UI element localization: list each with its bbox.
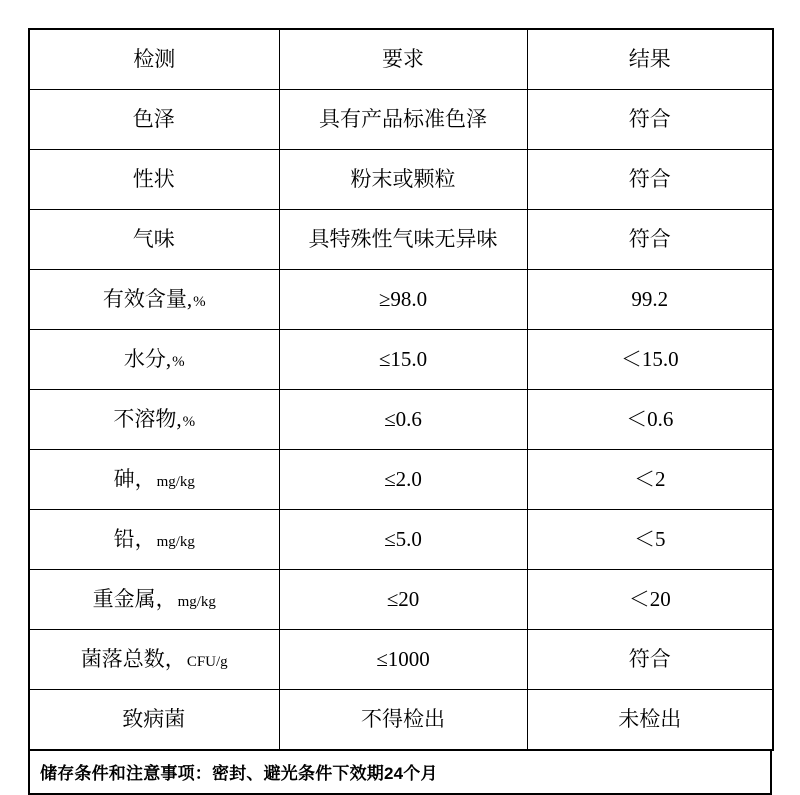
row-name-cell	[29, 690, 279, 751]
row-name-cell	[29, 510, 279, 570]
row-name-cell	[29, 150, 279, 210]
row-requirement: ≤15.0	[279, 330, 527, 390]
row-unit: %	[182, 414, 196, 431]
row-unit: mg/kg	[177, 594, 216, 611]
row-name-cell	[29, 630, 279, 690]
row-result: 符合	[527, 150, 773, 210]
row-unit: CFU/g	[186, 654, 228, 671]
row-name-cell	[29, 330, 279, 390]
row-result: ＜5	[527, 510, 773, 570]
row-unit: mg/kg	[156, 474, 195, 491]
row-name-cell	[29, 450, 279, 510]
table-row	[29, 150, 773, 210]
table-row	[29, 330, 773, 390]
row-requirement: ≤0.6	[279, 390, 527, 450]
row-name-cell	[29, 90, 279, 150]
row-requirement: ≤5.0	[279, 510, 527, 570]
table-row	[29, 690, 773, 751]
row-name: 气味	[132, 227, 175, 252]
row-requirement: 不得检出	[279, 690, 527, 751]
row-name: 铅，	[113, 527, 156, 552]
row-unit: %	[172, 354, 185, 371]
table-row	[29, 90, 773, 150]
row-name-cell	[29, 390, 279, 450]
row-name: 菌落总数，	[80, 647, 186, 672]
row-name: 砷，	[113, 467, 156, 492]
row-name-cell	[29, 570, 279, 630]
row-result: 99.2	[527, 270, 773, 330]
row-requirement: 粉末或颗粒	[279, 150, 527, 210]
row-result: ＜15.0	[527, 330, 773, 390]
row-requirement: ≤1000	[279, 630, 527, 690]
row-name: 色泽	[132, 107, 175, 132]
table-body	[29, 29, 773, 750]
row-requirement: ≤20	[279, 570, 527, 630]
row-name-cell	[29, 210, 279, 270]
row-requirement: 具特殊性气味无异味	[279, 210, 527, 270]
row-unit: mg/kg	[156, 534, 195, 551]
row-result: 符合	[527, 630, 773, 690]
row-result: 未检出	[527, 690, 773, 751]
table-row	[29, 210, 773, 270]
row-requirement: ≥98.0	[279, 270, 527, 330]
storage-note: 储存条件和注意事项：密封、避光条件下效期24个月	[28, 751, 772, 795]
row-name: 有效含量,	[102, 287, 193, 312]
row-name: 水分,	[123, 347, 172, 372]
row-name-cell	[29, 270, 279, 330]
row-name: 重金属，	[92, 587, 177, 612]
column-header-requirement: 要求	[279, 29, 527, 90]
table-row	[29, 570, 773, 630]
row-unit: %	[193, 294, 206, 311]
row-name: 性状	[132, 167, 175, 192]
table-row	[29, 450, 773, 510]
row-requirement: ≤2.0	[279, 450, 527, 510]
table-header-row	[29, 29, 773, 90]
table-row	[29, 630, 773, 690]
column-header-result: 结果	[527, 29, 773, 90]
row-result: ＜2	[527, 450, 773, 510]
column-header-test: 检测	[29, 29, 279, 90]
row-requirement: 具有产品标准色泽	[279, 90, 527, 150]
table-row	[29, 390, 773, 450]
specification-table	[28, 28, 774, 751]
row-result: 符合	[527, 90, 773, 150]
row-result: 符合	[527, 210, 773, 270]
row-name: 不溶物,	[113, 407, 182, 432]
row-result: ＜20	[527, 570, 773, 630]
row-name: 致病菌	[122, 707, 186, 732]
row-result: ＜0.6	[527, 390, 773, 450]
table-row	[29, 510, 773, 570]
table-row	[29, 270, 773, 330]
